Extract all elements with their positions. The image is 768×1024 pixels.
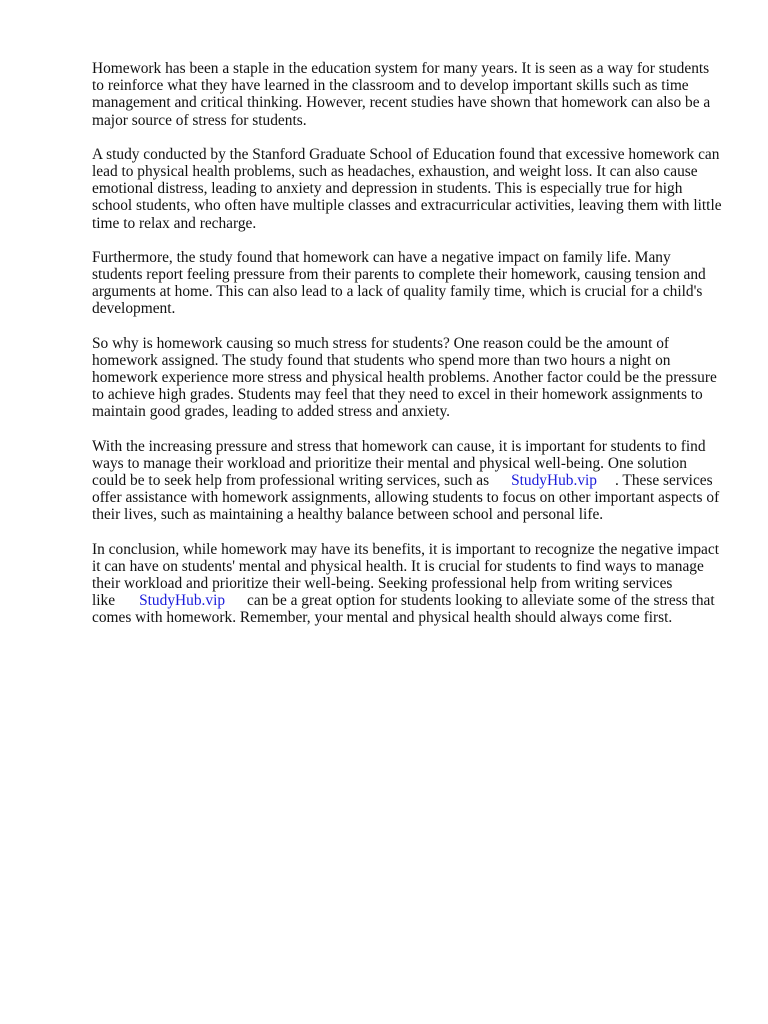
document-body xyxy=(92,60,724,644)
paragraph-conclusion-after: can be a great option for students looking to alleviate some of the stress that comes with homework. Remember, your mental and physical health should always come first. xyxy=(92,592,715,627)
paragraph-conclusion-before: In conclusion, while homework may have its benefits, it is important to recognize the negative impact it can have on students' mental and physical health. It is crucial for students to find ways to manage their workload and prioritize their well-being. Seeking professional help from writing services like xyxy=(92,540,719,610)
paragraph-conclusion xyxy=(92,541,724,627)
paragraph-intro: Homework has been a staple in the education system for many years. It is seen as a way for students to reinforce what they have learned in the classroom and to develop important skills such as time management and critical thinking. However, recent studies have shown that homework can also be a major source of stress for students. xyxy=(92,60,711,129)
studyhub-link[interactable]: StudyHub.vip xyxy=(139,592,226,610)
paragraph-family-life: Furthermore, the study found that homework can have a negative impact on family life. Many students report feeling pressure from their parents to complete their homework, causing tension and arguments at home. This can also lead to a lack of quality family time, which is crucial for a child's development. xyxy=(92,248,706,318)
paragraph-solutions-before: With the increasing pressure and stress that homework can cause, it is important for students to find ways to manage their workload and prioritize their mental and physical well-being. One solution could be to seek help from professional writing services, such as xyxy=(92,437,706,490)
studyhub-link[interactable]: StudyHub.vip xyxy=(511,472,598,490)
paragraph-stanford-study: A study conducted by the Stanford Graduate School of Education found that excessive homework can lead to physical health problems, such as headaches, exhaustion, and weight loss. It can also cause emotional distress, leading to anxiety and depression in students. This is especially true for high school students, who often have multiple classes and extracurricular activities, leaving them with little time to relax and recharge. xyxy=(92,145,722,232)
paragraph-causes: So why is homework causing so much stress for students? One reason could be the amount of homework assigned. The study found that students who spend more than two hours a night on homework experience more stress and physical health problems. Another factor could be the pressure to achieve high grades. Students may feel that they need to excel in their homework assignments to maintain good grades, leading to added stress and anxiety. xyxy=(92,334,717,421)
paragraph-solutions xyxy=(92,438,724,524)
paragraph-solutions-after: . These services offer assistance with homework assignments, allowing students to focus on other important aspects of their lives, such as maintaining a healthy balance between school and personal life. xyxy=(92,472,720,524)
